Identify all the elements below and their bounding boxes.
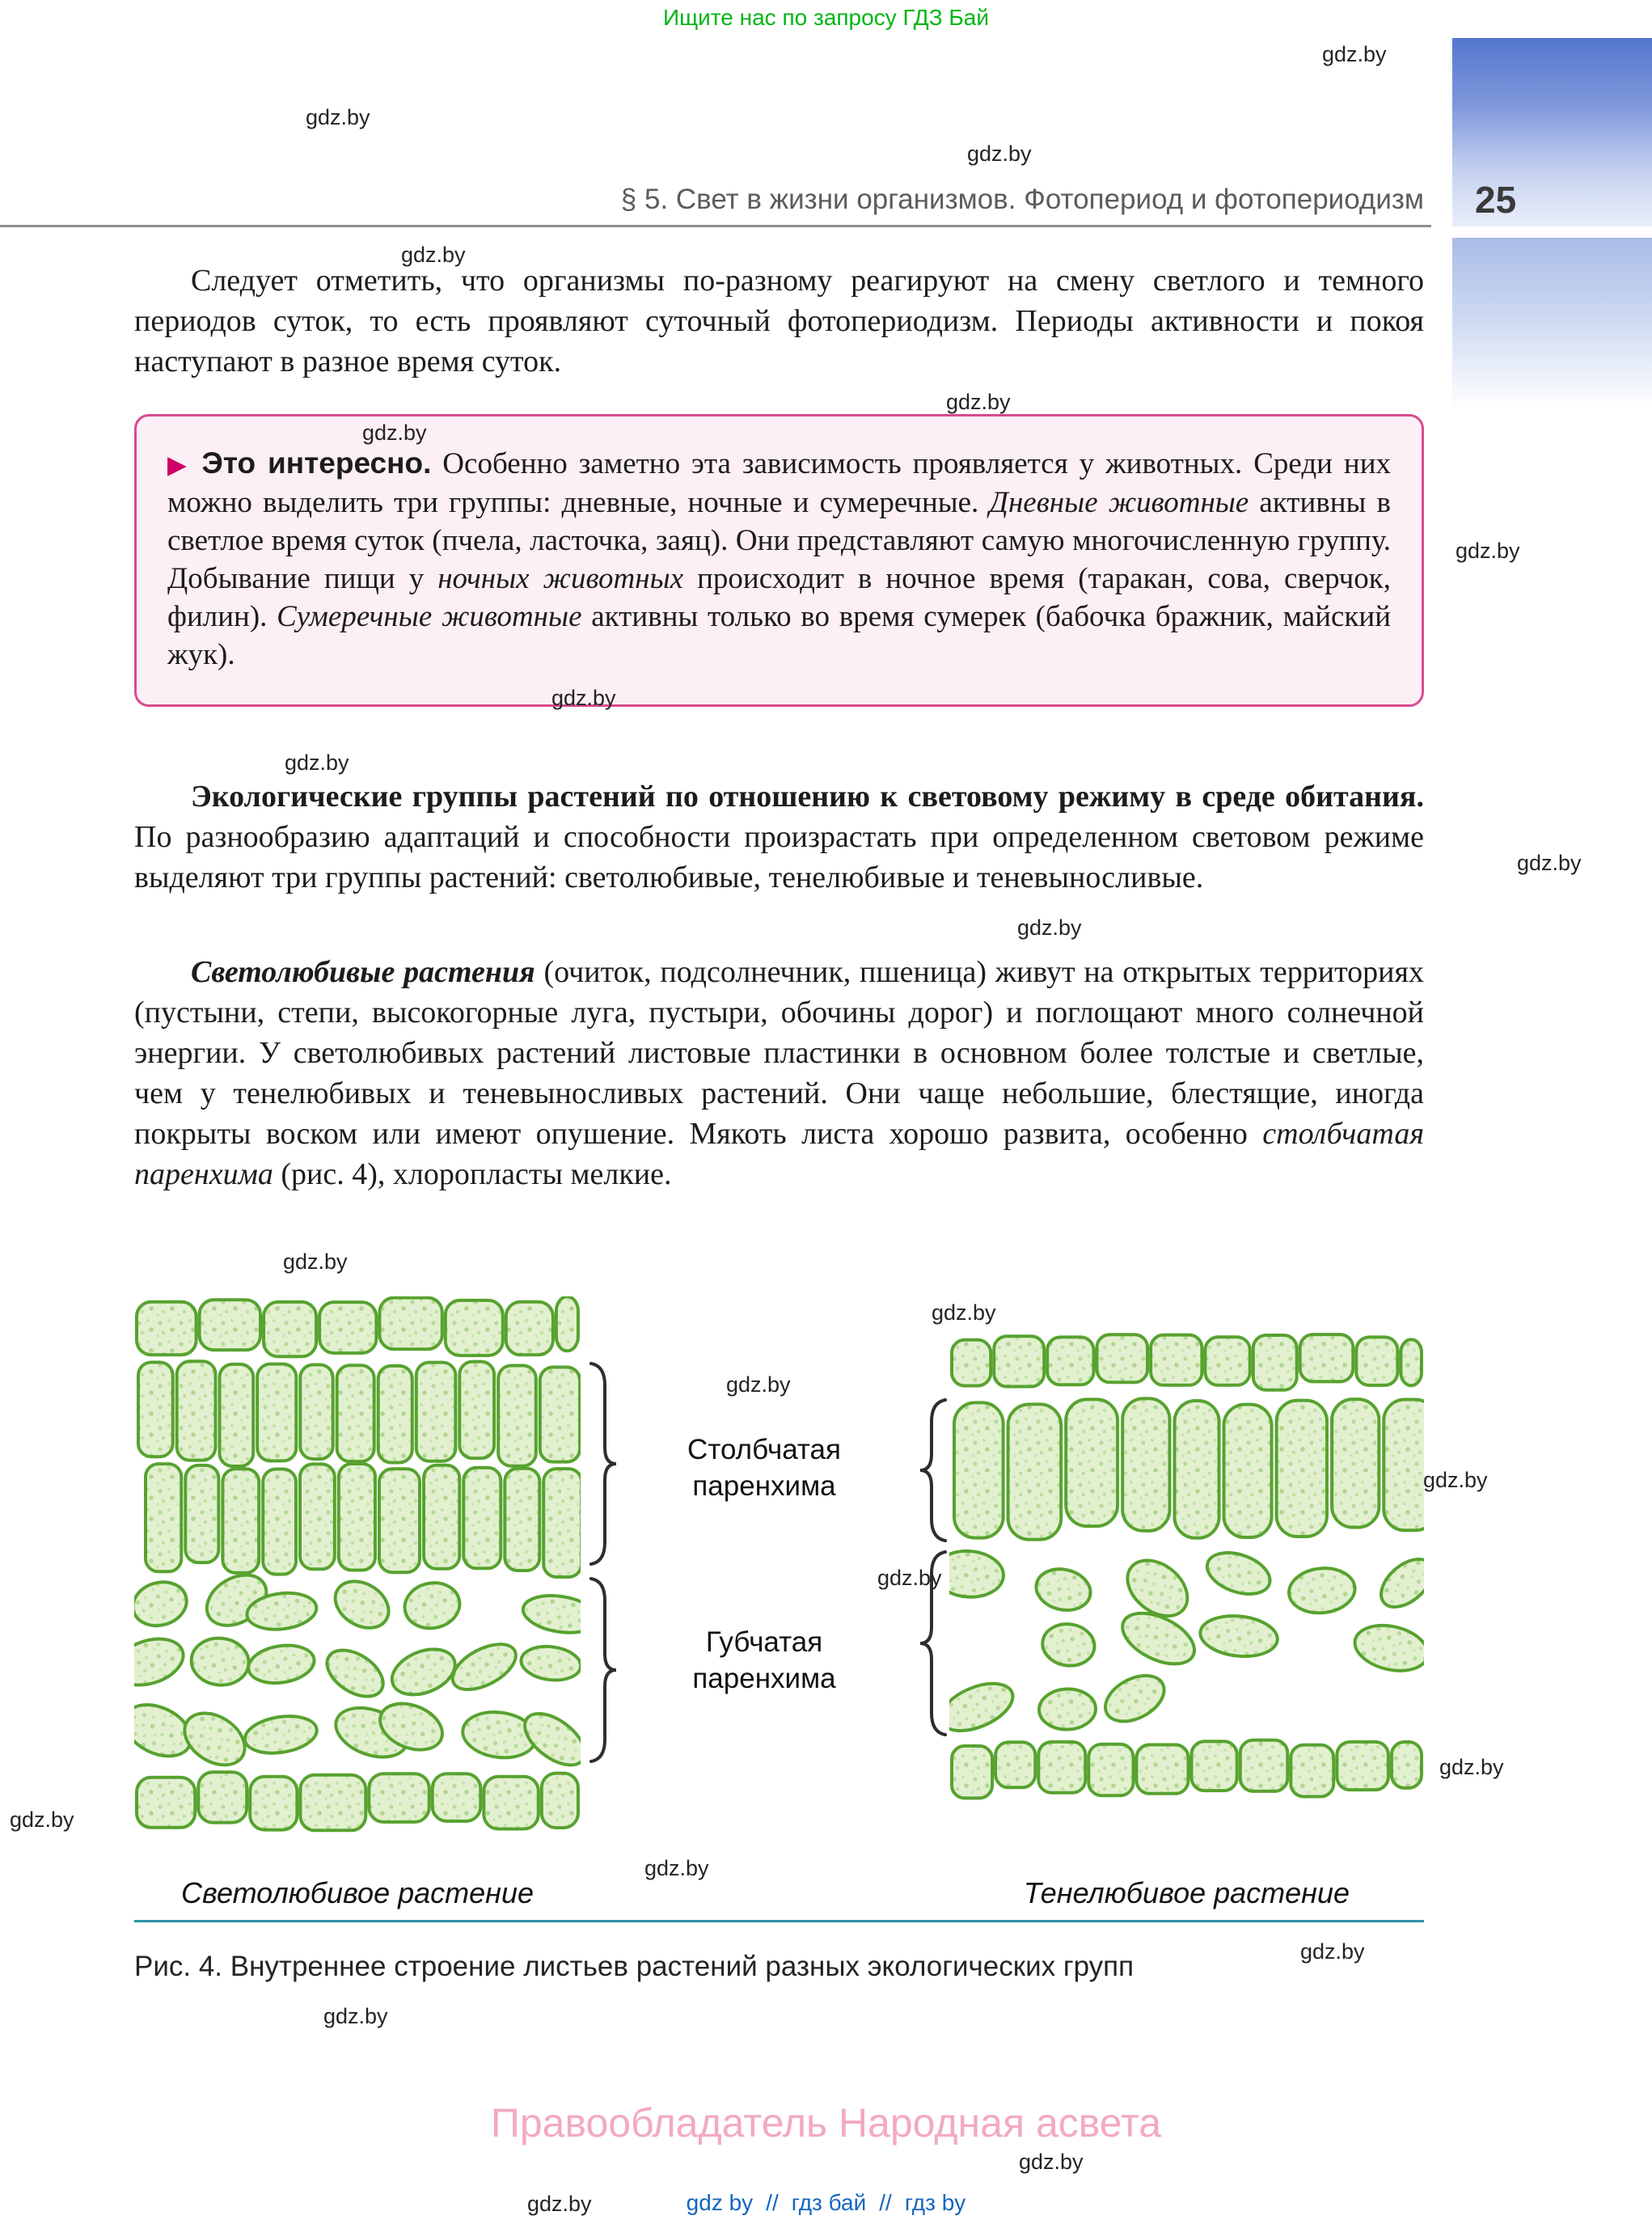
paragraph-2-bold: Экологические группы растений по отношению к световому режиму в среде обитания.: [191, 780, 1424, 814]
palisade-parenchyma-label: Столбчатая паренхима: [687, 1434, 841, 1502]
body-paragraph-3: [134, 952, 1424, 1194]
gdz-watermark: gdz.by: [1456, 539, 1520, 563]
link-separator: //: [879, 2190, 892, 2215]
paragraph-3-run: (очиток, подсолнечник, пшеница) живут на открытых территориях (пустыни, степи, высокогорные луга, пустыри, обочины дорог) и поглощают много солнечной энергии. У светолюбивых растений листовые пластинки в основном более толстые и светлые, чем у тенелюбивых и теневыносливых растений. Они чаще небольшие, блестящие, иногда покрыты воском или имеют опушение. Мякоть листа хорошо развита, особенно: [134, 955, 1424, 1151]
gdz-watermark: gdz.by: [932, 1300, 996, 1325]
margin-gradient-box: [1452, 238, 1652, 409]
gdz-watermark: gdz.by: [401, 243, 466, 267]
info-box-text: [167, 444, 1391, 674]
gdz-watermark: gdz.by: [726, 1372, 791, 1397]
info-box-title: Это интересно.: [201, 446, 432, 480]
info-box-italic: Дневные животные: [989, 486, 1249, 519]
spongy-parenchyma-label: Губчатая паренхима: [692, 1626, 836, 1694]
body-paragraph-2: [134, 776, 1424, 898]
gdz-watermark: gdz.by: [967, 142, 1032, 166]
gdz-watermark: gdz.by: [10, 1808, 74, 1832]
footer-link-gdz-by-2[interactable]: гдз by: [904, 2190, 966, 2215]
gdz-watermark: gdz.by: [551, 686, 616, 710]
page-title: § 5. Свет в жизни организмов. Фотопериод и фотопериодизм: [620, 184, 1424, 215]
gdz-watermark: gdz.by: [306, 105, 370, 129]
publisher-line: Правообладатель Народная асвета: [490, 2100, 1162, 2146]
paragraph-3-italic: столбчатая паренхима: [134, 1117, 1424, 1191]
gdz-watermark: gdz.by: [644, 1856, 709, 1880]
top-banner: Ищите нас по запросу ГДЗ Бай: [662, 5, 990, 30]
figure-divider: [134, 1920, 1424, 1922]
leaf-cross-section-sun-plant-illustration: [134, 1296, 581, 1841]
gdz-watermark: gdz.by: [877, 1566, 942, 1590]
leaf-cross-section-shade-plant-illustration: [949, 1332, 1424, 1814]
sun-plant-caption: Светолюбивое растение: [180, 1876, 534, 1909]
gdz-watermark: gdz.by: [1517, 851, 1582, 875]
info-box-run: происходит в ночное время (таракан, сова, сверчок, филин).: [167, 562, 1392, 633]
info-box-run: активны только во время сумерек (бабочка бражник, майский жук).: [167, 600, 1391, 671]
paragraph-2-rest: По разнообразию адаптаций и способности произрастать при определенном световом режиме выделяют три группы растений: светолюбивые, тенелюбивые и теневыносливые.: [134, 820, 1424, 894]
gdz-watermark: gdz.by: [527, 2192, 592, 2216]
footer-link-gdz-by[interactable]: gdz by: [686, 2190, 754, 2215]
gdz-watermark: gdz.by: [323, 2004, 388, 2028]
gdz-watermark: gdz.by: [946, 390, 1011, 414]
gdz-watermark: gdz.by: [1322, 42, 1387, 66]
gdz-watermark: gdz.by: [1300, 1939, 1365, 1964]
info-box-run: Особенно заметно эта зависимость проявляется у животных. Среди них можно выделить три группы: дневные, ночные и сумеречные.: [167, 447, 1391, 519]
triangle-marker-icon: ▶: [167, 450, 191, 479]
gdz-watermark: gdz.by: [285, 750, 349, 775]
info-box: [134, 414, 1424, 707]
shade-plant-caption: Тенелюбивое растение: [1023, 1876, 1350, 1909]
footer-links: [0, 2190, 1652, 2216]
palisade-brace-right-icon: [919, 1397, 949, 1543]
body-paragraph-1: Следует отметить, что организмы по-разному реагируют на смену светлого и темного периодов суток, то есть проявляют суточный фотопериодизм. Периоды активности и покоя наступают в разное время суток.: [134, 264, 1424, 378]
link-separator: //: [766, 2190, 779, 2215]
palisade-brace-left-icon: [589, 1361, 619, 1567]
paragraph-3-lead: Светолюбивые растения: [191, 955, 535, 989]
info-box-italic: ночных животных: [437, 562, 684, 595]
spongy-brace-left-icon: [589, 1576, 619, 1764]
gdz-watermark: gdz.by: [1017, 915, 1082, 940]
info-box-run: активны в светлое время суток (пчела, ласточка, заяц). Они представляют самую многочисленную группу. Добывание пищи у: [167, 486, 1391, 595]
gdz-watermark: gdz.by: [1019, 2150, 1084, 2174]
gdz-watermark: gdz.by: [1439, 1755, 1504, 1779]
gdz-watermark: gdz.by: [1423, 1468, 1488, 1492]
gdz-watermark: gdz.by: [362, 421, 427, 445]
figure-caption: Рис. 4. Внутреннее строение листьев растений разных экологических групп: [134, 1951, 1134, 1982]
page-number: 25: [1475, 179, 1517, 221]
info-box-italic: Сумеречные животные: [277, 600, 582, 633]
paragraph-3-run: (рис. 4), хлоропласты мелкие.: [273, 1157, 672, 1191]
gdz-watermark: gdz.by: [283, 1249, 348, 1274]
header-divider: [0, 225, 1431, 227]
footer-link-gdz-bai[interactable]: гдз бай: [791, 2190, 867, 2215]
